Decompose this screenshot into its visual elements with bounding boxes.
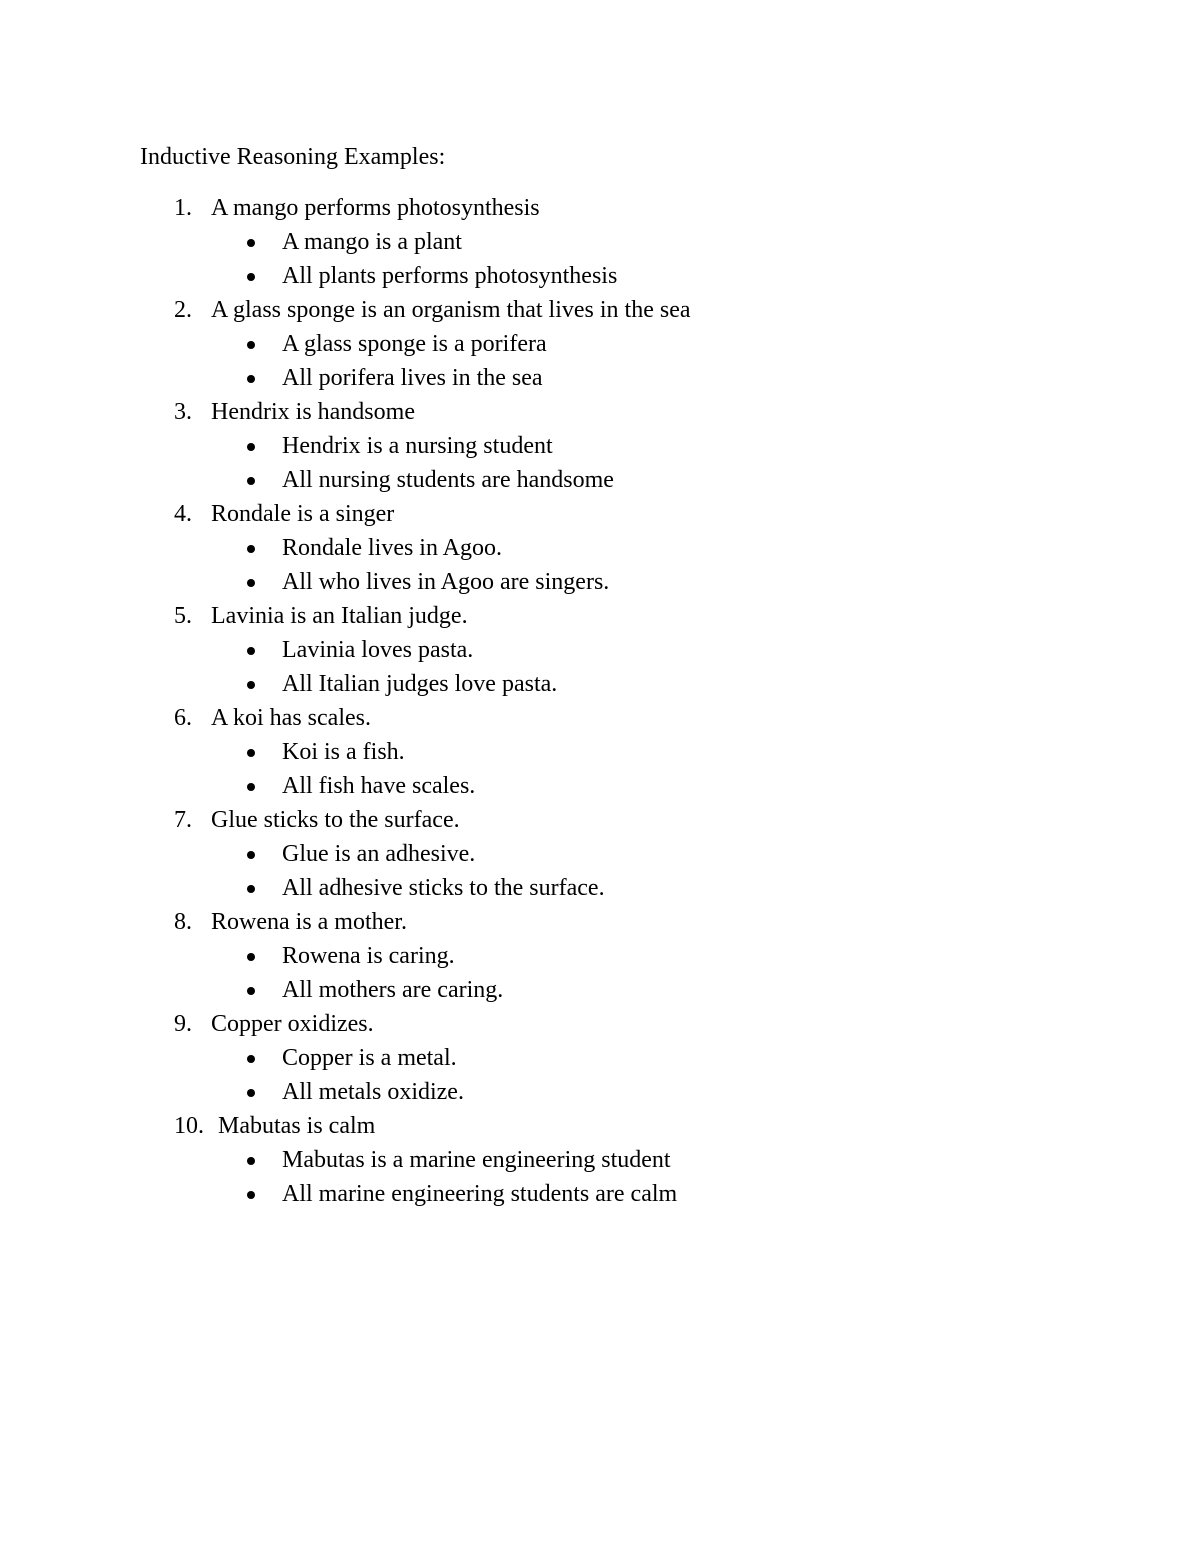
bullet-icon — [247, 545, 255, 553]
sub-list-item-text: A mango is a plant — [282, 229, 462, 255]
list-item-text: Hendrix is handsome — [211, 399, 415, 425]
bullet-icon — [247, 1191, 255, 1199]
sub-list-item-text: Rondale lives in Agoo. — [282, 535, 502, 561]
sub-list-item-text: All porifera lives in the sea — [282, 365, 543, 391]
bullet-icon — [247, 1089, 255, 1097]
list-item-text: Copper oxidizes. — [211, 1011, 374, 1037]
bullet-icon — [247, 681, 255, 689]
list-item-number: 1. — [174, 195, 192, 221]
bullet-icon — [247, 749, 255, 757]
document-title: Inductive Reasoning Examples: — [140, 144, 446, 170]
sub-list-item-text: Hendrix is a nursing student — [282, 433, 553, 459]
list-item-number: 2. — [174, 297, 192, 323]
bullet-icon — [247, 341, 255, 349]
list-item-text: Rowena is a mother. — [211, 909, 407, 935]
list-item-text: Rondale is a singer — [211, 501, 395, 527]
bullet-icon — [247, 1157, 255, 1165]
sub-list-item-text: All nursing students are handsome — [282, 467, 614, 493]
bullet-icon — [247, 647, 255, 655]
list-item-text: Glue sticks to the surface. — [211, 807, 460, 833]
sub-list-item-text: Glue is an adhesive. — [282, 841, 476, 867]
sub-list-item-text: Koi is a fish. — [282, 739, 405, 765]
sub-list-item-text: Lavinia loves pasta. — [282, 637, 474, 663]
sub-list-item-text: All adhesive sticks to the surface. — [282, 875, 605, 901]
sub-list-item-text: A glass sponge is a porifera — [282, 331, 547, 357]
bullet-icon — [247, 239, 255, 247]
bullet-icon — [247, 579, 255, 587]
list-item-text: A koi has scales. — [211, 705, 371, 731]
list-item-number: 8. — [174, 909, 192, 935]
list-item-number: 10. — [174, 1113, 204, 1139]
list-item-text: Lavinia is an Italian judge. — [211, 603, 468, 629]
sub-list-item-text: All metals oxidize. — [282, 1079, 464, 1105]
sub-list-item-text: Copper is a metal. — [282, 1045, 457, 1071]
bullet-icon — [247, 987, 255, 995]
list-item-text: A mango performs photosynthesis — [211, 195, 540, 221]
bullet-icon — [247, 885, 255, 893]
list-item-number: 4. — [174, 501, 192, 527]
bullet-icon — [247, 443, 255, 451]
bullet-icon — [247, 375, 255, 383]
bullet-icon — [247, 851, 255, 859]
list-item-number: 6. — [174, 705, 192, 731]
sub-list-item-text: All plants performs photosynthesis — [282, 263, 618, 289]
sub-list-item-text: All mothers are caring. — [282, 977, 504, 1003]
list-item-text: Mabutas is calm — [218, 1113, 376, 1139]
list-item-number: 3. — [174, 399, 192, 425]
list-item-number: 9. — [174, 1011, 192, 1037]
sub-list-item-text: All fish have scales. — [282, 773, 476, 799]
sub-list-item-text: Rowena is caring. — [282, 943, 455, 969]
bullet-icon — [247, 1055, 255, 1063]
bullet-icon — [247, 477, 255, 485]
bullet-icon — [247, 273, 255, 281]
list-item-number: 7. — [174, 807, 192, 833]
bullet-icon — [247, 783, 255, 791]
sub-list-item-text: All Italian judges love pasta. — [282, 671, 558, 697]
list-item-number: 5. — [174, 603, 192, 629]
sub-list-item-text: All who lives in Agoo are singers. — [282, 569, 610, 595]
list-item-text: A glass sponge is an organism that lives in the sea — [211, 297, 691, 323]
sub-list-item-text: All marine engineering students are calm — [282, 1181, 678, 1207]
bullet-icon — [247, 953, 255, 961]
sub-list-item-text: Mabutas is a marine engineering student — [282, 1147, 671, 1173]
